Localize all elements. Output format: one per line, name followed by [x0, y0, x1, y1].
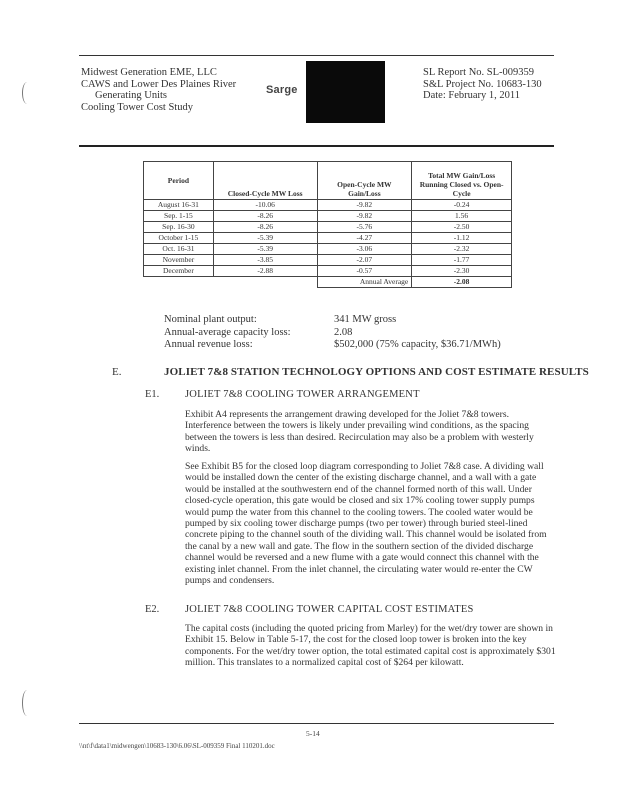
- subsection-e1-number: E1.: [145, 389, 160, 400]
- annual-average-label: Annual Average: [317, 277, 412, 288]
- cell-closed: -10.06: [213, 200, 317, 211]
- cell-open: -5.76: [317, 222, 412, 233]
- table-row: [144, 211, 512, 222]
- summary-value: 341 MW gross: [334, 314, 397, 325]
- header-date: Date: February 1, 2011: [423, 90, 521, 101]
- header-project: CAWS and Lower Des Plaines River: [81, 78, 237, 90]
- e2-paragraph-1: The capital costs (including the quoted pricing from Marley) for the wet/dry tower are shown in Exhibit 15. Below in Table 5-17, the cost for the closed loop tower is broken into the key components. For the wet/dry tower option, the total estimated capital cost is approximately $301 million. This translates to a normalized capital cost of $264 per kilowatt.: [185, 623, 556, 669]
- header-company: Midwest Generation EME, LLC: [81, 67, 217, 78]
- cell-open: -3.06: [317, 244, 412, 255]
- cell-closed: -5.39: [213, 244, 317, 255]
- table-row: [144, 244, 512, 255]
- footer-file-path: \\nt\f\data1\midwengen\10683-130\6.06\SL-009359 Final 110201.doc: [79, 742, 275, 750]
- cell-total: -2.30: [412, 266, 512, 277]
- header-top-rule: [79, 55, 554, 56]
- subsection-e1-title: JOLIET 7&8 COOLING TOWER ARRANGEMENT: [185, 389, 420, 400]
- cell-period: December: [144, 266, 214, 277]
- table-row: [144, 200, 512, 211]
- cell-open: -9.82: [317, 200, 412, 211]
- footer-rule: [79, 723, 554, 724]
- summary-label: Annual revenue loss:: [164, 339, 253, 350]
- cell-closed: -3.85: [213, 255, 317, 266]
- cell-open: -9.82: [317, 211, 412, 222]
- table-row: [144, 233, 512, 244]
- table-row: [144, 255, 512, 266]
- summary-label: Nominal plant output:: [164, 314, 257, 325]
- summary-value: 2.08: [334, 326, 353, 338]
- subsection-e2-number: E2.: [145, 604, 160, 615]
- summary-row: [164, 314, 501, 327]
- page-number: 5-14: [306, 729, 320, 738]
- cell-total: -0.24: [412, 200, 512, 211]
- cell-closed: -8.26: [213, 222, 317, 233]
- cell-closed: -5.39: [213, 233, 317, 244]
- header-project-no: S&L Project No. 10683-130: [423, 78, 542, 90]
- cell-open: -0.57: [317, 266, 412, 277]
- summary-label: Annual-average capacity loss:: [164, 326, 291, 338]
- section-e-title: JOLIET 7&8 STATION TECHNOLOGY OPTIONS AND COST ESTIMATE RESULTS: [164, 366, 589, 378]
- cell-period: August 16-31: [144, 200, 214, 211]
- cell-open: -4.27: [317, 233, 412, 244]
- cell-closed: -8.26: [213, 211, 317, 222]
- header-closed: Closed-Cycle MW Loss: [213, 162, 317, 200]
- header-open: Open-Cycle MW Gain/Loss: [317, 162, 412, 200]
- mw-loss-table: [143, 161, 512, 288]
- cell-closed: -2.88: [213, 266, 317, 277]
- cell-total: -2.32: [412, 244, 512, 255]
- section-e-letter: E.: [112, 366, 122, 378]
- table-header-row: [144, 162, 512, 200]
- header-bottom-rule: [79, 145, 554, 147]
- header-period: Period: [144, 162, 214, 200]
- table-average-row: [144, 277, 512, 288]
- summary-value: $502,000 (75% capacity, $36.71/MWh): [334, 339, 501, 350]
- e1-paragraph-2: See Exhibit B5 for the closed loop diagram corresponding to Joliet 7&8 case. A dividing wall would be installed down the center of the existing discharge channel, and a wall with a gate would be installed at the southwestern end of the channel formed north of this wall. Under closed-cycle operation, this gate would be closed and six 17% cooling tower supply pumps would pump the water from this channel to the cooling towers. The cooled water would be pumped by six cooling tower discharge pumps (two per tower) through buried steel-lined concrete piping to the channel south of the dividing wall. This channel would be isolated from the canal by a new wall and gate. The flow in the southern section of the divided discharge channel would be reversed and a new flume with a gate would connect this channel with the existing inlet channel. From the inlet channel, the circulating water would re-enter the CW pumps and condensers.: [185, 461, 547, 587]
- cell-total: -2.50: [412, 222, 512, 233]
- binder-hole-mark-bottom: [22, 690, 32, 716]
- table-row: [144, 266, 512, 277]
- header-report-no: SL Report No. SL-009359: [423, 67, 535, 78]
- cell-period: Sep. 1-15: [144, 211, 214, 222]
- plant-summary: [164, 314, 501, 352]
- summary-row: [164, 339, 501, 352]
- cell-open: -2.07: [317, 255, 412, 266]
- cell-period: November: [144, 255, 214, 266]
- table-row: [144, 222, 512, 233]
- binder-hole-mark-top: [22, 82, 32, 104]
- cell-total: -1.77: [412, 255, 512, 266]
- header-left: [81, 67, 236, 113]
- cell-total: 1.56: [412, 211, 512, 222]
- header-total: Total MW Gain/Loss Running Closed vs. Open-Cycle: [412, 162, 512, 200]
- header-right: [423, 67, 542, 102]
- cell-period: Sep. 16-30: [144, 222, 214, 233]
- cell-period: Oct. 16-31: [144, 244, 214, 255]
- header-study: Cooling Tower Cost Study: [81, 101, 193, 113]
- redacted-logo-block: [306, 61, 385, 123]
- e1-paragraph-1: Exhibit A4 represents the arrangement drawing developed for the Joliet 7&8 towers. Interference between the towers is likely under prevailing wind conditions, as the spacing between the towers is less than desired. Recirculation may also be a problem with westerly winds.: [185, 409, 534, 455]
- cell-total: -1.12: [412, 233, 512, 244]
- cell-period: October 1-15: [144, 233, 214, 244]
- subsection-e2-title: JOLIET 7&8 COOLING TOWER CAPITAL COST ESTIMATES: [185, 604, 474, 615]
- sargent-logo-text: Sarge: [266, 84, 298, 96]
- header-units: Generating Units: [95, 90, 168, 101]
- summary-row: [164, 327, 501, 340]
- annual-average-value: -2.08: [412, 277, 512, 288]
